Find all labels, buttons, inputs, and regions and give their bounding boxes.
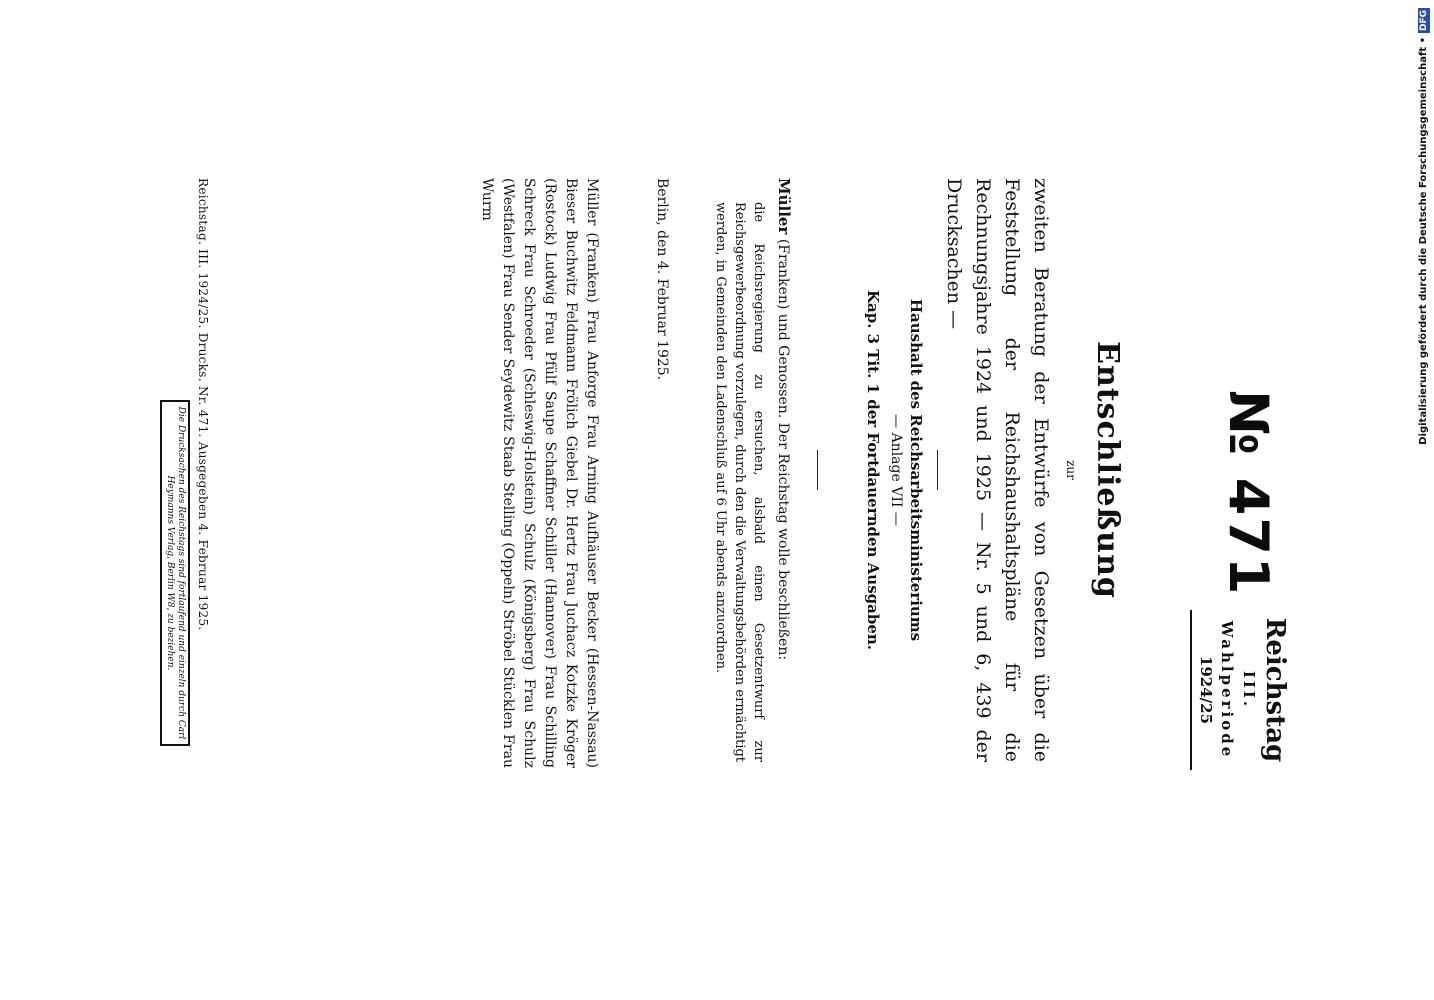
motion-line — [773, 178, 793, 768]
chapter-heading: Kap. 3 Tit. 1 der Fortdauernden Ausgaben. — [864, 289, 882, 651]
document-number: № 471 — [1217, 390, 1280, 597]
dfg-text-line — [1417, 8, 1431, 445]
dfg-logo: DFG — [1419, 10, 1429, 32]
dfg-margin-note — [1417, 8, 1431, 445]
publisher-notice: Die Drucksachen des Reichstags sind fortlaufend und einzeln durch Carl Heymanns Verlag, Berlin W8, zu beziehen. — [160, 400, 190, 746]
reichstag-heading — [1190, 600, 1290, 780]
document-title: Entschließung — [1090, 341, 1125, 599]
session-years: 1924/25 — [1197, 655, 1215, 725]
dfg-funding-text: Digitalisierung gefördert durch die Deutsche Forschungsgemeinschaft • — [1418, 37, 1429, 445]
intro-paragraph: zweiten Beratung der Entwürfe von Gesetzen über die Feststellung der Reichshaushaltspläne für die Rechnungsjahre 1924 und 1925 — Nr. 5 und 6, 439 der Drucksachen — — [943, 178, 1052, 762]
footer-line: Reichstag. III. 1924/25. Drucks. Nr. 471. Ausgegeben 4. Februar 1925. — [196, 178, 210, 631]
signers-list: Müller (Franken) Frau Anforge Frau Arning Aufhäuser Becker (Hessen-Nassau) Bieser Buchwitz Feldmann Frölich Giebel Dr. Hertz Frau Juchacz Kotzke Kröger (Rostock) Ludwig Frau Pfülf Saupe Schaffner Schiller (Hannover) Frau Schilling Schreck Frau Schroeder (Schleswig-Holstein) Schulz (Königsberg) Frau Schulz (Westfalen) Frau Sender Seydewitz Staab Stelling (Oppeln) Ströbel Stücklen Frau Wurm — [479, 178, 600, 768]
wahlperiode: III. Wahlperiode — [1218, 620, 1258, 760]
heading-rule — [1190, 610, 1192, 770]
separator-rule — [817, 450, 818, 490]
reichstag-title: Reichstag — [1260, 617, 1290, 763]
mover-name: Müller — [775, 178, 793, 235]
budget-heading: Haushalt des Reichsarbeitsministeriums — [907, 298, 925, 642]
date-line: Berlin, den 4. Februar 1925. — [654, 178, 670, 381]
separator-rule — [937, 450, 938, 490]
mover-text: (Franken) und Genossen. Der Reichstag wolle beschließen: — [775, 238, 791, 661]
resolution-text: die Reichsregierung zu ersuchen, alsbald einen Gesetzentwurf zur Reichsgewerbeordnung vorzulegen, durch den die Verwaltungsbehörden ermächtigt werden, in Gemeinden den Ladenschluß auf 6 Uhr abends anzuordnen. — [713, 202, 766, 762]
zur-label: zur — [1064, 460, 1078, 480]
annex-label: — Anlage VII — — [888, 414, 904, 526]
document-page — [60, 160, 1300, 780]
